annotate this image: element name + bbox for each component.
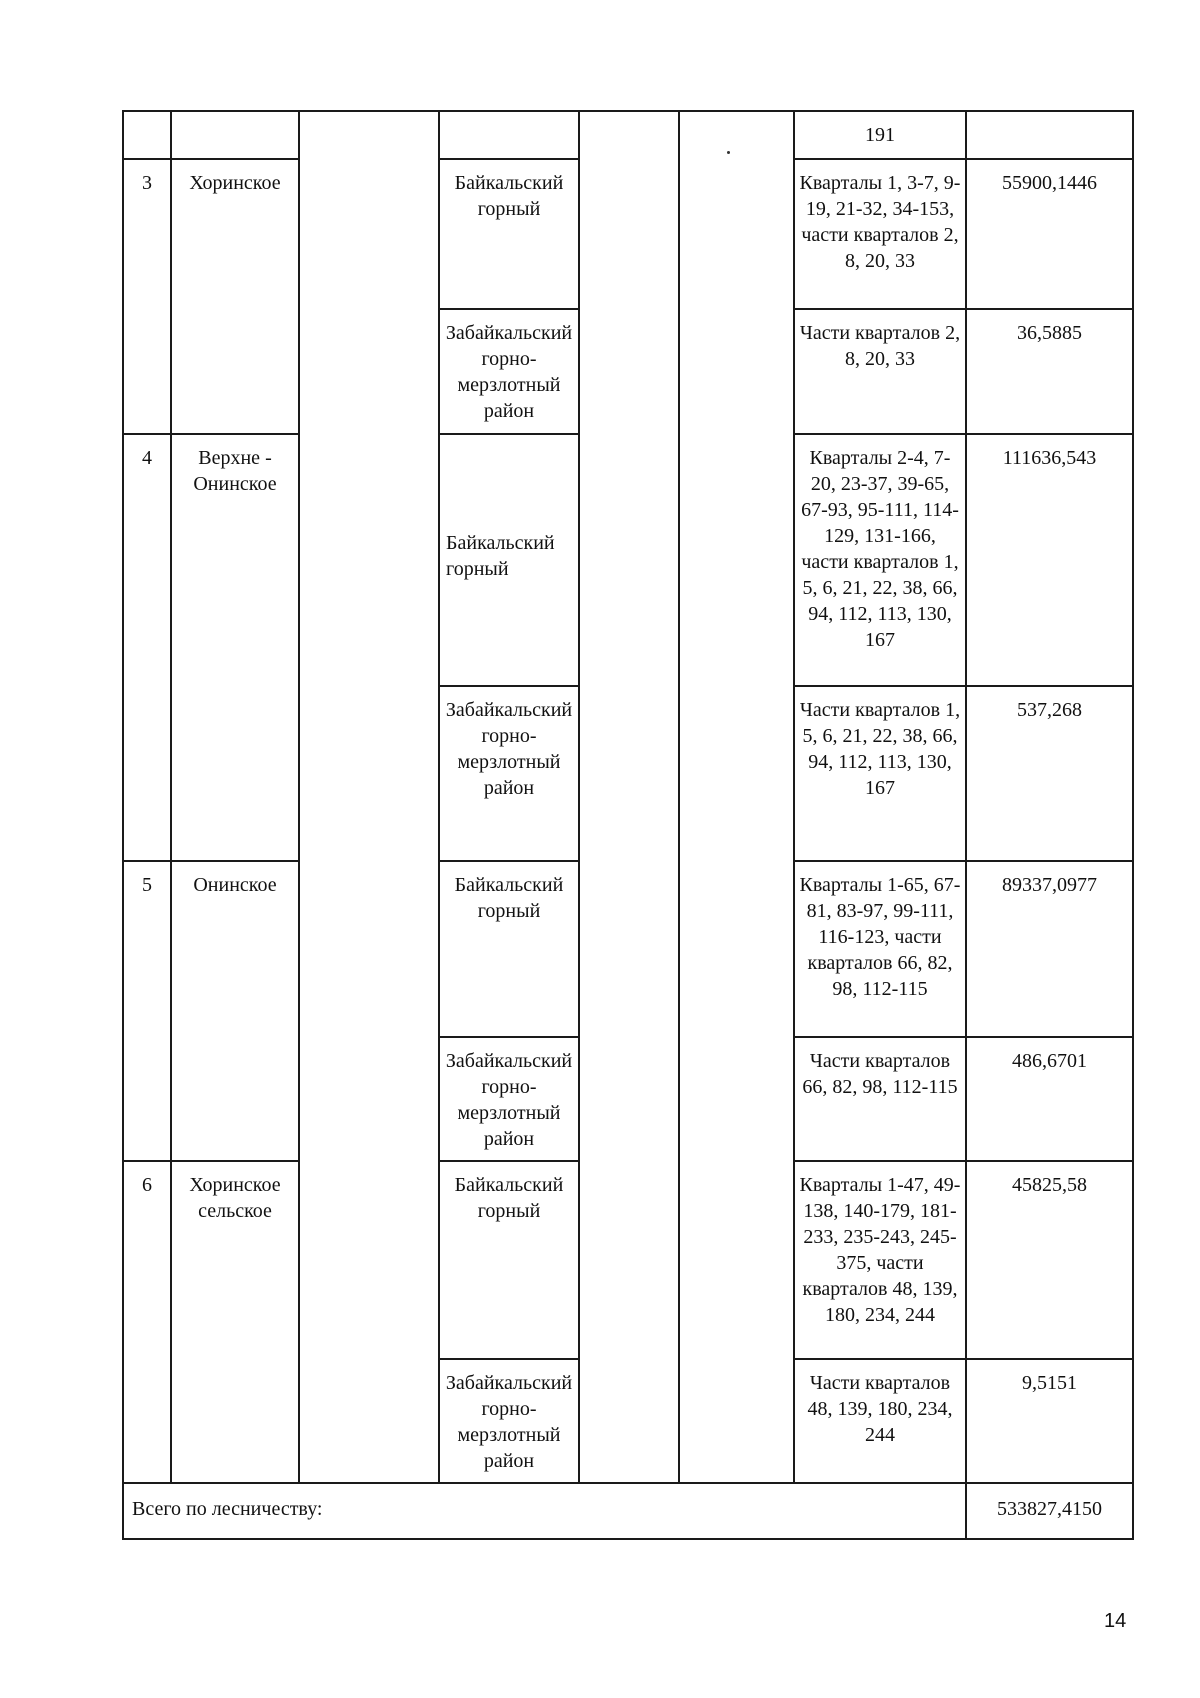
cell-empty-col3: [299, 111, 439, 1483]
cell-quarters: Части кварталов 2, 8, 20, 33: [794, 309, 966, 434]
cell-zone: Байкальский горный: [439, 159, 579, 309]
table-row-continuation: [123, 111, 1133, 159]
cell-quarters: Кварталы 1-47, 49-138, 140-179, 181-233, 235-243, 245-375, части кварталов 48, 139, 180, 234, 244: [794, 1161, 966, 1359]
cell-area: 89337,0977: [966, 861, 1133, 1037]
cell-quarters: Части кварталов 48, 139, 180, 234, 244: [794, 1359, 966, 1483]
cell-quarters: Кварталы 2-4, 7-20, 23-37, 39-65, 67-93, 95-111, 114-129, 131-166, части кварталов 1, 5, 6, 21, 22, 38, 66, 94, 112, 113, 130, 167: [794, 434, 966, 686]
cell-zone: Забайкальский горно-мерзлотный район: [439, 686, 579, 861]
cell-zone: Забайкальский горно-мерзлотный район: [439, 309, 579, 434]
cell-quarters: Части кварталов 66, 82, 98, 112-115: [794, 1037, 966, 1161]
cell-area: 111636,543: [966, 434, 1133, 686]
cell-zone: [439, 111, 579, 159]
cell-name: Верхне - Онинское: [171, 434, 299, 861]
cell-zone: Байкальский горный: [439, 1161, 579, 1359]
cell-zone: Байкальский горный: [439, 434, 579, 686]
cell-name: [171, 111, 299, 159]
total-label: Всего по лесничеству:: [123, 1483, 966, 1539]
cell-zone: Забайкальский горно-мерзлотный район: [439, 1359, 579, 1483]
page-number: 14: [1104, 1610, 1127, 1632]
cell-zone: Байкальский горный: [439, 861, 579, 1037]
cell-empty-col5: [579, 111, 679, 1483]
cell-num: [123, 111, 171, 159]
cell-quarters: Кварталы 1-65, 67-81, 83-97, 99-111, 116-123, части кварталов 66, 82, 98, 112-115: [794, 861, 966, 1037]
forestry-table: [122, 110, 1134, 1540]
cell-area: 45825,58: [966, 1161, 1133, 1359]
cell-area: 486,6701: [966, 1037, 1133, 1161]
cell-name: Хоринское: [171, 159, 299, 434]
total-value: 533827,4150: [966, 1483, 1133, 1539]
cell-area: 537,268: [966, 686, 1133, 861]
cell-num: 4: [123, 434, 171, 861]
table-row-total: [123, 1483, 1133, 1539]
cell-zone: Забайкальский горно-мерзлотный район: [439, 1037, 579, 1161]
cell-quarters: 191: [794, 111, 966, 159]
cell-area: 55900,1446: [966, 159, 1133, 309]
cell-area: 36,5885: [966, 309, 1133, 434]
cell-area: [966, 111, 1133, 159]
cell-empty-col6: [679, 111, 794, 1483]
cell-area: 9,5151: [966, 1359, 1133, 1483]
cell-quarters: Части кварталов 1, 5, 6, 21, 22, 38, 66, 94, 112, 113, 130, 167: [794, 686, 966, 861]
cell-num: 3: [123, 159, 171, 434]
cell-name: Хоринское сельское: [171, 1161, 299, 1483]
cell-quarters: Кварталы 1, 3-7, 9-19, 21-32, 34-153, части кварталов 2, 8, 20, 33: [794, 159, 966, 309]
cell-num: 6: [123, 1161, 171, 1483]
cell-name: Онинское: [171, 861, 299, 1161]
cell-num: 5: [123, 861, 171, 1161]
